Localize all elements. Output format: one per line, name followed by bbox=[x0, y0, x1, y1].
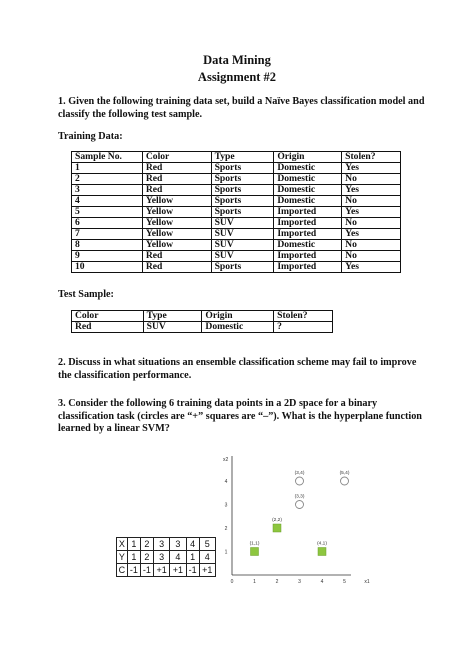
training-cell: Yes bbox=[342, 185, 401, 196]
training-cell: Sports bbox=[211, 163, 274, 174]
test-cell: Domestic bbox=[202, 322, 274, 333]
training-cell: Domestic bbox=[274, 240, 342, 251]
training-cell: 7 bbox=[72, 229, 143, 240]
point-label: (3,3) bbox=[294, 494, 305, 500]
point-label: (2,2) bbox=[272, 518, 282, 523]
training-cell: Yes bbox=[342, 163, 401, 174]
training-cell: No bbox=[342, 174, 401, 185]
x-tick-label: 0 bbox=[230, 579, 234, 585]
points-cell: 1 bbox=[186, 551, 199, 564]
training-header-cell: Color bbox=[142, 152, 211, 163]
training-cell: Sports bbox=[211, 185, 274, 196]
training-data-label: Training Data: bbox=[58, 131, 123, 142]
training-header-cell: Type bbox=[211, 152, 274, 163]
training-row bbox=[72, 251, 401, 262]
training-cell: SUV bbox=[211, 229, 274, 240]
test-table bbox=[71, 310, 333, 333]
training-cell: Imported bbox=[274, 207, 342, 218]
training-cell: Domestic bbox=[274, 174, 342, 185]
training-cell: 6 bbox=[72, 218, 143, 229]
training-cell: Red bbox=[142, 251, 211, 262]
training-table bbox=[71, 151, 401, 273]
training-cell: Yes bbox=[342, 229, 401, 240]
training-row bbox=[72, 229, 401, 240]
points-cell: 3 bbox=[153, 538, 169, 551]
doc-title: Data Mining bbox=[203, 53, 271, 67]
training-header-cell: Stolen? bbox=[342, 152, 401, 163]
training-cell: Sports bbox=[211, 262, 274, 273]
training-cell: Imported bbox=[274, 251, 342, 262]
points-cell: 1 bbox=[127, 538, 140, 551]
training-header-cell: Sample No. bbox=[72, 152, 143, 163]
question-1: 1. Given the following training data set, build a Naïve Bayes classification model and classify the following test sample. bbox=[58, 96, 425, 120]
test-header-row bbox=[72, 311, 333, 322]
training-cell: Red bbox=[142, 185, 211, 196]
training-cell: Yellow bbox=[142, 229, 211, 240]
training-cell: 3 bbox=[72, 185, 143, 196]
points-row bbox=[117, 551, 216, 564]
training-cell: 2 bbox=[72, 174, 143, 185]
training-cell: Sports bbox=[211, 207, 274, 218]
points-cell: -1 bbox=[127, 564, 140, 577]
training-cell: No bbox=[342, 196, 401, 207]
points-cell: +1 bbox=[199, 564, 215, 577]
training-row bbox=[72, 262, 401, 273]
training-cell: Red bbox=[142, 174, 211, 185]
training-cell: SUV bbox=[211, 218, 274, 229]
question-2: 2. Discuss in what situations an ensemble classification scheme may fail to improve the classification performance. bbox=[58, 357, 417, 381]
points-cell: 3 bbox=[153, 551, 169, 564]
training-cell: Yellow bbox=[142, 218, 211, 229]
point-label: (5,4) bbox=[339, 471, 350, 476]
training-cell: Imported bbox=[274, 229, 342, 240]
y-axis-label: x2 bbox=[223, 457, 229, 463]
positive-point-circle bbox=[296, 477, 304, 485]
training-cell: Domestic bbox=[274, 196, 342, 207]
training-cell: Yes bbox=[342, 262, 401, 273]
points-cell: X bbox=[117, 538, 128, 551]
points-cell: 3 bbox=[170, 538, 186, 551]
training-cell: Yes bbox=[342, 207, 401, 218]
training-row bbox=[72, 218, 401, 229]
points-cell: 4 bbox=[199, 551, 215, 564]
y-tick-label: 4 bbox=[224, 479, 228, 485]
positive-point-circle bbox=[296, 501, 304, 509]
training-cell: Sports bbox=[211, 196, 274, 207]
test-cell: ? bbox=[274, 322, 333, 333]
y-tick-label: 1 bbox=[224, 549, 228, 556]
training-cell: 1 bbox=[72, 163, 143, 174]
x-tick-label: 1 bbox=[253, 579, 256, 585]
training-row bbox=[72, 196, 401, 207]
training-header-row bbox=[72, 152, 401, 163]
negative-point-square bbox=[251, 548, 259, 556]
points-table bbox=[116, 537, 216, 577]
negative-point-square bbox=[318, 548, 326, 556]
point-label: (4,1) bbox=[317, 541, 327, 547]
x-tick-label: 5 bbox=[343, 579, 346, 585]
x-tick-label: 2 bbox=[275, 579, 279, 585]
point-label: (3,4) bbox=[294, 471, 305, 476]
svm-scatter-chart bbox=[215, 448, 370, 586]
y-tick-label: 3 bbox=[224, 502, 228, 509]
training-cell: Imported bbox=[274, 262, 342, 273]
training-cell: Domestic bbox=[274, 163, 342, 174]
training-cell: 8 bbox=[72, 240, 143, 251]
x-tick-label: 3 bbox=[298, 579, 301, 585]
training-row bbox=[72, 174, 401, 185]
points-cell: -1 bbox=[186, 564, 199, 577]
training-row bbox=[72, 163, 401, 174]
training-cell: Yellow bbox=[142, 196, 211, 207]
x-tick-label: x1 bbox=[364, 579, 370, 585]
points-cell: 2 bbox=[140, 551, 153, 564]
doc-subtitle: Assignment #2 bbox=[197, 70, 277, 84]
test-cell: SUV bbox=[143, 322, 202, 333]
positive-point-circle bbox=[341, 477, 349, 485]
training-row bbox=[72, 240, 401, 251]
test-sample-label: Test Sample: bbox=[58, 289, 114, 300]
training-cell: Domestic bbox=[274, 185, 342, 196]
points-cell: C bbox=[117, 564, 128, 577]
test-header-cell: Origin bbox=[202, 311, 274, 322]
training-cell: SUV bbox=[211, 251, 274, 262]
training-cell: No bbox=[342, 240, 401, 251]
x-tick-label: 4 bbox=[320, 579, 324, 585]
training-cell: Yellow bbox=[142, 240, 211, 251]
points-row bbox=[117, 538, 216, 551]
points-cell: Y bbox=[117, 551, 128, 564]
training-cell: Yellow bbox=[142, 207, 211, 218]
points-cell: 2 bbox=[140, 538, 153, 551]
training-row bbox=[72, 207, 401, 218]
points-cell: 5 bbox=[199, 538, 215, 551]
training-cell: 10 bbox=[72, 262, 143, 273]
training-cell: SUV bbox=[211, 240, 274, 251]
points-cell: 4 bbox=[186, 538, 199, 551]
test-cell: Red bbox=[72, 322, 144, 333]
question-3: 3. Consider the following 6 training data points in a 2D space for a binary classification task (circles are “+” squares are “–”). What is the hyperplane function learned by a linear SVM? bbox=[58, 398, 422, 434]
training-row bbox=[72, 185, 401, 196]
training-cell: Red bbox=[142, 262, 211, 273]
test-header-cell: Type bbox=[143, 311, 202, 322]
training-cell: Sports bbox=[211, 174, 274, 185]
training-cell: 9 bbox=[72, 251, 143, 262]
training-cell: Imported bbox=[274, 218, 342, 229]
training-cell: 4 bbox=[72, 196, 143, 207]
point-label: (1,1) bbox=[249, 541, 260, 547]
points-cell: +1 bbox=[153, 564, 169, 577]
points-cell: -1 bbox=[140, 564, 153, 577]
test-data-row bbox=[72, 322, 333, 333]
points-cell: +1 bbox=[170, 564, 186, 577]
points-cell: 1 bbox=[127, 551, 140, 564]
points-row bbox=[117, 564, 216, 577]
training-header-cell: Origin bbox=[274, 152, 342, 163]
y-tick-label: 2 bbox=[224, 526, 228, 532]
training-cell: Red bbox=[142, 163, 211, 174]
training-cell: No bbox=[342, 251, 401, 262]
negative-point-square bbox=[273, 524, 281, 532]
test-header-cell: Color bbox=[72, 311, 144, 322]
training-cell: No bbox=[342, 218, 401, 229]
training-cell: 5 bbox=[72, 207, 143, 218]
points-cell: 4 bbox=[170, 551, 186, 564]
test-header-cell: Stolen? bbox=[274, 311, 333, 322]
